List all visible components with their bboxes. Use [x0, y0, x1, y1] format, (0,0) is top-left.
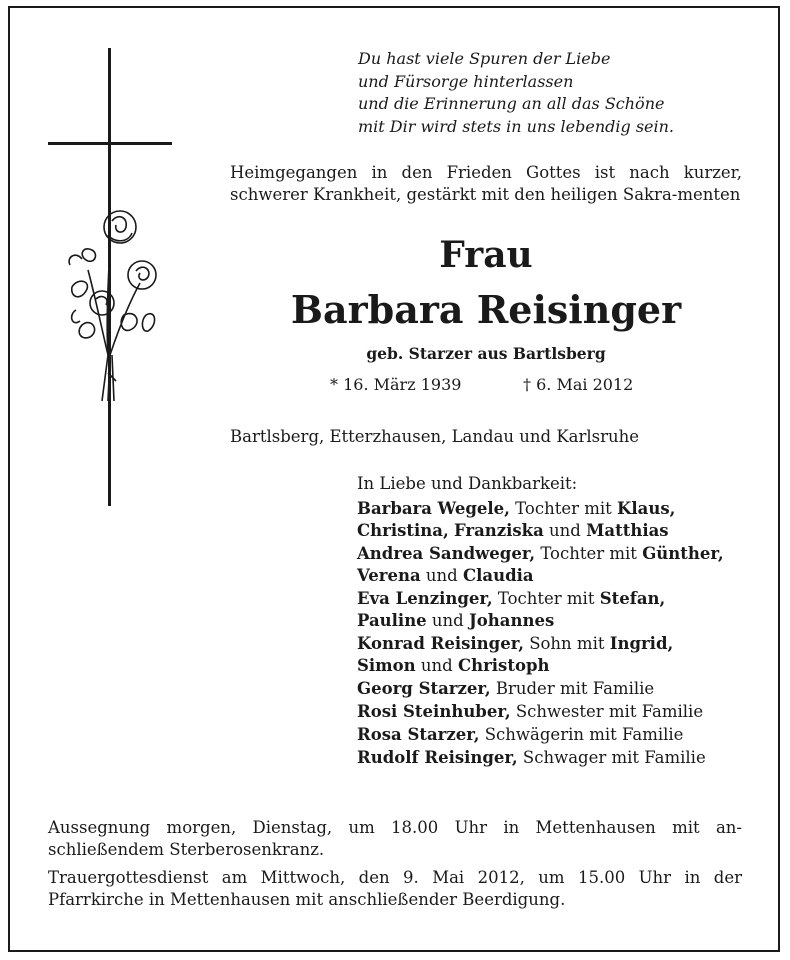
survivor-entry	[357, 747, 747, 769]
survivor-name: Simon	[357, 656, 416, 675]
survivor-name: Stefan,	[599, 589, 666, 608]
survivor-name: Rosi Steinhuber,	[357, 702, 511, 721]
survivor-relation: und	[420, 566, 463, 585]
survivors-list	[357, 473, 747, 770]
survivor-entry	[357, 498, 747, 542]
survivor-relation: und	[426, 611, 469, 630]
intro-text: Heimgegangen in den Frieden Gottes ist nach kurzer, schwerer Krankheit, gestärkt mit den heiligen Sakra-menten	[230, 163, 742, 204]
poem-line: und Fürsorge hinterlassen	[358, 71, 574, 91]
survivor-relation: Schwester mit Familie	[510, 702, 704, 721]
roses-icon	[62, 205, 162, 405]
title-frau: Frau	[439, 234, 533, 276]
survivor-entry	[357, 724, 747, 746]
survivor-entry	[357, 588, 747, 632]
survivor-relation: und	[543, 521, 587, 540]
survivor-name: Georg Starzer,	[357, 679, 491, 698]
service-info	[48, 817, 742, 917]
survivor-name: Rosa Starzer,	[357, 725, 480, 744]
survivor-name: Claudia	[462, 566, 534, 585]
poem-line: mit Dir wird stets in uns lebendig sein.	[358, 116, 674, 136]
survivors-title: In Liebe und Dankbarkeit:	[357, 474, 578, 493]
survivor-name: Günther,	[642, 544, 724, 563]
survivor-relation: Schwager mit Familie	[517, 748, 706, 767]
survivor-entry	[357, 701, 747, 723]
survivor-relation: Tochter mit	[492, 589, 600, 608]
survivor-name: Eva Lenzinger,	[357, 589, 493, 608]
survivor-name: Barbara Wegele,	[357, 499, 510, 518]
survivor-name: Christina,	[357, 521, 449, 540]
survivor-relation: Schwägerin mit Familie	[479, 725, 684, 744]
survivor-name: Christoph	[457, 656, 550, 675]
cross-bar	[48, 142, 172, 145]
poem-line: Du hast viele Spuren der Liebe	[358, 49, 611, 68]
survivor-entry	[357, 543, 747, 587]
deceased-name: Barbara Reisinger	[290, 287, 682, 332]
survivor-name: Klaus,	[617, 499, 676, 518]
poem-line: und die Erinnerung an all das Schöne	[358, 94, 665, 113]
survivor-name: Rudolf Reisinger,	[357, 748, 518, 767]
survivor-relation: Bruder mit Familie	[490, 679, 655, 698]
funeral-mass-text: Trauergottesdienst am Mittwoch, den 9. Mai 2012, um 15.00 Uhr in der Pfarrkirche in Mettenhausen mit anschließender Beerdigung.	[48, 868, 742, 909]
funeral-blessing-text: Aussegnung morgen, Dienstag, um 18.00 Uhr in Mettenhausen mit an-schließendem Sterberosenkranz.	[48, 818, 742, 859]
survivor-relation: Sohn mit	[523, 634, 610, 653]
birth-name: geb. Starzer aus Bartlsberg	[366, 344, 606, 363]
survivor-entry	[357, 678, 747, 700]
survivor-name: Ingrid,	[609, 634, 674, 653]
survivor-name: Andrea Sandweger,	[357, 544, 536, 563]
survivor-relation: Tochter mit	[509, 499, 618, 518]
birth-date: * 16. März 1939	[330, 375, 462, 394]
survivor-name: Franziska	[453, 521, 544, 540]
death-date: † 6. Mai 2012	[523, 375, 634, 394]
survivor-name: Johannes	[469, 611, 555, 630]
survivor-name: Verena	[357, 566, 421, 585]
survivor-relation: Tochter mit	[535, 544, 643, 563]
survivor-name: Konrad Reisinger,	[357, 634, 524, 653]
survivor-relation: und	[415, 656, 458, 675]
survivor-entry	[357, 633, 747, 677]
places: Bartlsberg, Etterzhausen, Landau und Karlsruhe	[230, 427, 640, 446]
survivor-name: Pauline	[357, 611, 427, 630]
survivor-name: Matthias	[586, 521, 669, 540]
memorial-poem	[358, 48, 738, 138]
